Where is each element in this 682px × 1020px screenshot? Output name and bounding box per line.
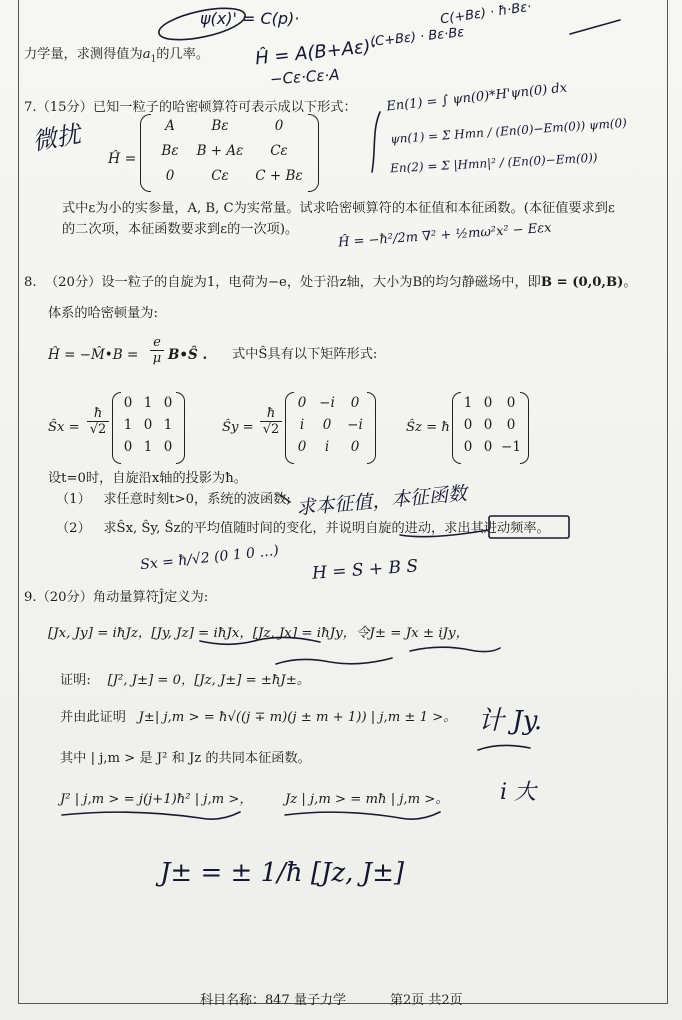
sy-matrix-cell: 0: [322, 417, 332, 433]
q9-commutators: [Jx, Jy] = iħJz，[Jy, Jz] = iħJx，[Jz, Jx] = iħJy，令J± = Jx ± iJy，: [48, 626, 469, 641]
q8-sub1: （1） 求任意时刻t>0，系统的波函数;: [56, 492, 291, 507]
sx-matrix-cell: 1: [123, 417, 133, 433]
q9-and-prove: 并由此证明 J±| j,m > = ħ√((j ∓ m)(j ± m + 1)) | j,m ± 1 >。: [60, 710, 457, 725]
q7-matrix-cell: 0: [274, 118, 284, 134]
hw-top-right1: C(+Bε) · ħ·Bε·: [439, 0, 533, 28]
q7-matrix-cell: C + Bε: [255, 168, 303, 184]
sy-matrix-cell: 0: [350, 395, 360, 411]
previous-question-fragment: 力学量，求测得值为$a_1$的几率。: [24, 47, 210, 65]
q7-hamiltonian-label: Ĥ =: [108, 151, 137, 167]
hw-q9-note3: J± = ± 1/ħ [Jz, J±]: [160, 858, 405, 888]
q7-matrix-cell: Bε: [211, 118, 229, 134]
q7-matrix-cell: Cε: [270, 143, 288, 159]
hw-q9-note2: i 大: [500, 780, 537, 805]
q8-sub2: （2） 求Ŝx, Ŝy, Ŝz的平均值随时间的变化，并说明自旋的进动，求出其进动频率。: [56, 521, 550, 536]
q8-initial-condition: 设t=0时，自旋沿x轴的投影为ħ。: [48, 471, 247, 486]
sx-matrix-cell: 0: [163, 439, 173, 455]
sx-matrix-cell: 0: [123, 395, 133, 411]
footer-page: 第2页 共2页: [390, 993, 463, 1008]
hw-q9-note1: 计 Jy.: [478, 706, 543, 736]
q8-intro: 8. （20分）设一粒子的自旋为1，电荷为−e，处于沿z轴，大小为B的均匀静磁场中，即B = (0,0,B)。: [24, 275, 637, 290]
sy-matrix-cell: −i: [347, 417, 363, 433]
hw-top-right2: (C+Bε) · Bε·Bε: [369, 25, 466, 50]
hw-answer1: 求本征值，本征函数: [295, 482, 468, 520]
sx-matrix-cell: 1: [143, 395, 153, 411]
sy-matrix-cell: i: [324, 439, 330, 455]
sz-matrix-cell: 0: [506, 395, 516, 411]
sy-label: Ŝy =: [222, 420, 254, 435]
q7-matrix-cell: Bε: [161, 143, 179, 159]
q7-matrix-cell: A: [165, 118, 175, 134]
q8-text-line2: 体系的哈密顿量为:: [48, 306, 158, 321]
sy-prefactor: $\frac{ħ}{√2}$: [260, 406, 282, 437]
hw-q8-note2: H = S + B S: [311, 556, 419, 584]
sx-matrix-cell: 0: [163, 395, 173, 411]
sy-matrix-cell: 0: [297, 395, 307, 411]
q7-matrix-cell: 0: [165, 168, 175, 184]
hw-q8-note1: Sx = ħ/√2 (0 1 0 …): [139, 542, 280, 574]
sz-matrix-cell: 0: [483, 417, 493, 433]
hw-H-expand1: Ĥ = A(B+Aε)·: [254, 35, 378, 70]
sz-matrix-cell: −1: [501, 439, 521, 455]
sz-matrix-cell: 0: [483, 395, 493, 411]
q9-where: 其中 | j,m > 是 J² 和 Jz 的共同本征函数。: [60, 751, 311, 766]
q9-prove: 证明: [J², J±] = 0，[Jz, J±] = ±ħJ±。: [60, 673, 310, 688]
hw-pert1: En(1) = ∫ ψn(0)*H'ψn(0) dx: [385, 80, 568, 115]
footer-subject: 科目名称：847 量子力学: [200, 993, 346, 1008]
sx-label: Ŝx =: [48, 420, 80, 435]
sx-matrix-cell: 1: [163, 417, 173, 433]
sz-label: Ŝz = ħ: [406, 420, 450, 435]
hw-pert2: ψn(1) = Σ Hmn / (En(0)−Em(0)) ψm(0): [389, 115, 628, 147]
q9-intro: 9.（20分）角动量算符Ĵ定义为:: [24, 590, 209, 605]
q7-matrix-cell: B + Aε: [196, 143, 244, 159]
sx-matrix-cell: 0: [143, 417, 153, 433]
q7-text-line1: 式中ε为小的实参量，A, B, C为实常量。试求哈密顿算符的本征值和本征函数。(本征值要求到ε: [62, 201, 615, 216]
hw-H-expand2: −Cε·Cε·A: [269, 65, 341, 89]
sz-matrix-cell: 0: [483, 439, 493, 455]
sy-matrix-cell: −i: [319, 395, 335, 411]
q7-text-line2: 的二次项，本征函数要求到ε的一次项)。: [62, 222, 299, 237]
sz-matrix-cell: 1: [463, 395, 473, 411]
q7-intro: 7.（15分）已知一粒子的哈密顿算符可表示成以下形式：: [24, 100, 357, 115]
sy-matrix-cell: 0: [350, 439, 360, 455]
hw-pert3: En(2) = Σ |Hmn|² / (En(0)−Em(0)): [389, 150, 598, 176]
q9-eigen2: Jz | j,m > = mħ | j,m >。: [285, 792, 449, 807]
sz-matrix-cell: 0: [506, 417, 516, 433]
hw-top-circle: ψ(x)' = C(p)·: [200, 9, 300, 28]
sx-matrix-cell: 0: [123, 439, 133, 455]
sx-matrix-cell: 1: [143, 439, 153, 455]
q8-fraction: $\frac{e}{\mu}$: [150, 335, 164, 366]
q7-matrix-cell: Cε: [211, 168, 229, 184]
sz-matrix-cell: 0: [463, 417, 473, 433]
sy-matrix-cell: i: [299, 417, 305, 433]
q8-hamiltonian-rhs: B•Ŝ .: [168, 347, 208, 363]
sy-matrix-cell: 0: [297, 439, 307, 455]
q9-eigen1: J² | j,m > = j(j+1)ħ² | j,m >，: [60, 792, 253, 807]
q8-hamiltonian-lhs: Ĥ = −M̂•B =: [48, 347, 139, 363]
q8-matrix-note: 式中Ŝ具有以下矩阵形式:: [232, 347, 378, 362]
sz-matrix-cell: 0: [463, 439, 473, 455]
hw-margin-left: 微扰: [30, 120, 83, 156]
hw-H-example: Ĥ = −ħ²/2m ∇² + ½mω²x² − Eεx: [337, 220, 553, 251]
sx-prefactor: $\frac{ħ}{√2}$: [87, 406, 109, 437]
